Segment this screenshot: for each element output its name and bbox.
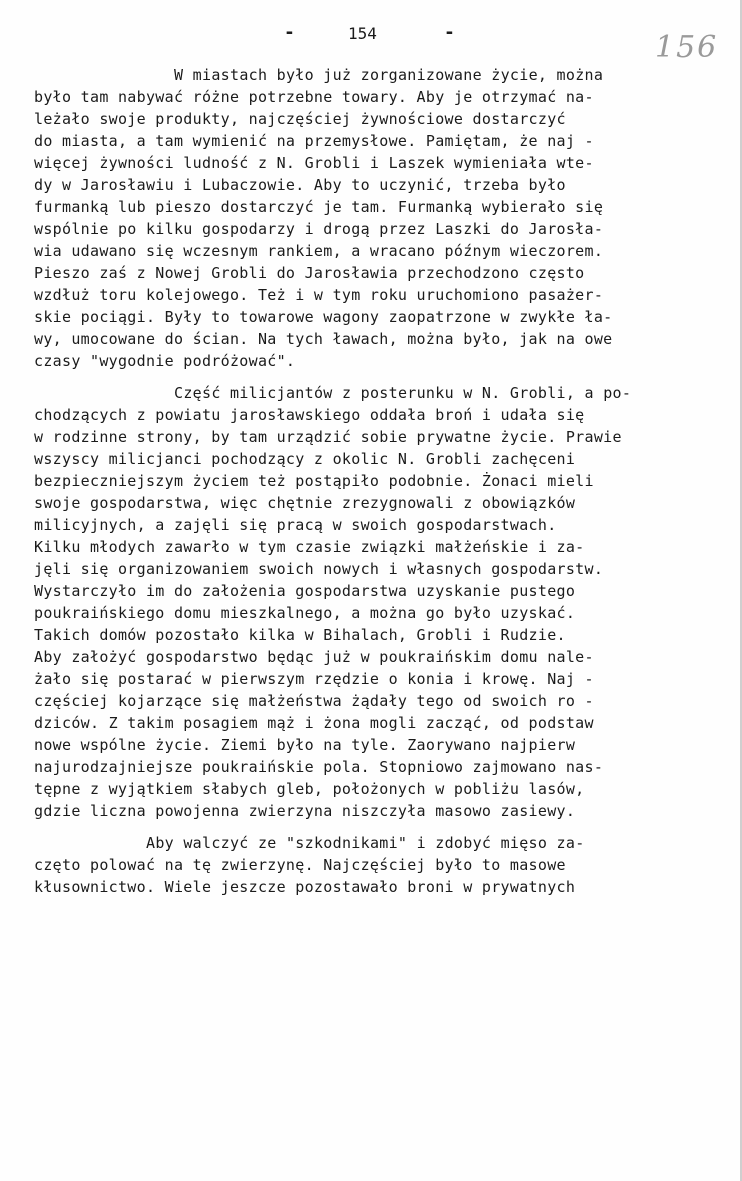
text-line: Aby walczyć ze "szkodnikami" i zdobyć mięso za- bbox=[146, 834, 585, 852]
text-line: do miasta, a tam wymienić na przemysłowe. Pamiętam, że naj - bbox=[34, 132, 594, 150]
text-line: Takich domów pozostało kilka w Bihalach, Grobli i Rudzie. bbox=[34, 626, 566, 644]
text-line: czasy "wygodnie podróżować". bbox=[34, 352, 296, 370]
text-line: żało się postarać w pierwszym rzędzie o konia i krowę. Naj - bbox=[34, 670, 594, 688]
text-line: wy, umocowane do ścian. Na tych ławach, można było, jak na owe bbox=[34, 330, 613, 348]
text-line: W miastach było już zorganizowane życie, można bbox=[174, 66, 604, 84]
text-line: Kilku młodych zawarło w tym czasie związki małżeńskie i za- bbox=[34, 538, 585, 556]
text-line: Wystarczyło im do założenia gospodarstwa uzyskanie pustego bbox=[34, 582, 576, 600]
text-line: chodzących z powiatu jarosławskiego oddała broń i udała się bbox=[34, 406, 585, 424]
text-line: kłusownictwo. Wiele jeszcze pozostawało broni w prywatnych bbox=[34, 878, 576, 896]
page-header bbox=[0, 22, 742, 65]
text-line: Aby założyć gospodarstwo będąc już w poukraińskim domu nale- bbox=[34, 648, 594, 666]
handwritten-page-number: 156 bbox=[655, 30, 719, 65]
text-line: wszyscy milicjanci pochodzący z okolic N. Grobli zachęceni bbox=[34, 450, 576, 468]
text-line: skie pociągi. Były to towarowe wagony zaopatrzone w zwykłe ła- bbox=[34, 308, 613, 326]
text-line: wspólnie po kilku gospodarzy i drogą przez Laszki do Jarosła- bbox=[34, 220, 604, 238]
text-line: leżało swoje produkty, najczęściej żywnościowe dostarczyć bbox=[34, 110, 566, 128]
text-line: częściej kojarzące się małżeństwa żądały tego od swoich ro - bbox=[34, 692, 594, 710]
text-line: najurodzajniejsze poukraińskie pola. Stopniowo zajmowano nas- bbox=[34, 758, 604, 776]
text-line: swoje gospodarstwa, więc chętnie zrezygnowali z obowiązków bbox=[34, 494, 576, 512]
text-line: poukraińskiego domu mieszkalnego, a można go było uzyskać. bbox=[34, 604, 576, 622]
text-line: Część milicjantów z posterunku w N. Grobli, a po- bbox=[174, 384, 632, 402]
text-line: gdzie liczna powojenna zwierzyna niszczyła masowo zasiewy. bbox=[34, 802, 576, 820]
text-line: wzdłuż toru kolejowego. Też i w tym roku uruchomiono pasażer- bbox=[34, 286, 604, 304]
text-line: nowe wspólne życie. Ziemi było na tyle. Zaorywano najpierw bbox=[34, 736, 576, 754]
text-line: w rodzinne strony, by tam urządzić sobie prywatne życie. Prawie bbox=[34, 428, 622, 446]
text-line: dziców. Z takim posagiem mąż i żona mogli zacząć, od podstaw bbox=[34, 714, 594, 732]
text-line: więcej żywności ludność z N. Grobli i Laszek wymieniała wte- bbox=[34, 154, 594, 172]
text-line: wia udawano się wczesnym rankiem, a wracano późnym wieczorem. bbox=[34, 242, 604, 260]
text-line: jęli się organizowaniem swoich nowych i własnych gospodarstw. bbox=[34, 560, 604, 578]
header-dash-right: - bbox=[444, 22, 455, 43]
text-line: furmanką lub pieszo dostarczyć je tam. Furmanką wybierało się bbox=[34, 198, 604, 216]
text-line: było tam nabywać różne potrzebne towary. Aby je otrzymać na- bbox=[34, 88, 594, 106]
text-line: częto polować na tę zwierzynę. Najczęściej było to masowe bbox=[34, 856, 566, 874]
header-dash-left: - bbox=[284, 22, 295, 43]
text-line: dy w Jarosławiu i Lubaczowie. Aby to uczynić, trzeba było bbox=[34, 176, 566, 194]
text-line: Pieszo zaś z Nowej Grobli do Jarosławia przechodzono często bbox=[34, 264, 585, 282]
text-line: bezpieczniejszym życiem też postąpiło podobnie. Żonaci mieli bbox=[34, 472, 594, 490]
text-line: tępne z wyjątkiem słabych gleb, położonych w pobliżu lasów, bbox=[34, 780, 585, 798]
page-number: 154 bbox=[348, 24, 377, 43]
text-line: milicyjnych, a zajęli się pracą w swoich gospodarstwach. bbox=[34, 516, 557, 534]
